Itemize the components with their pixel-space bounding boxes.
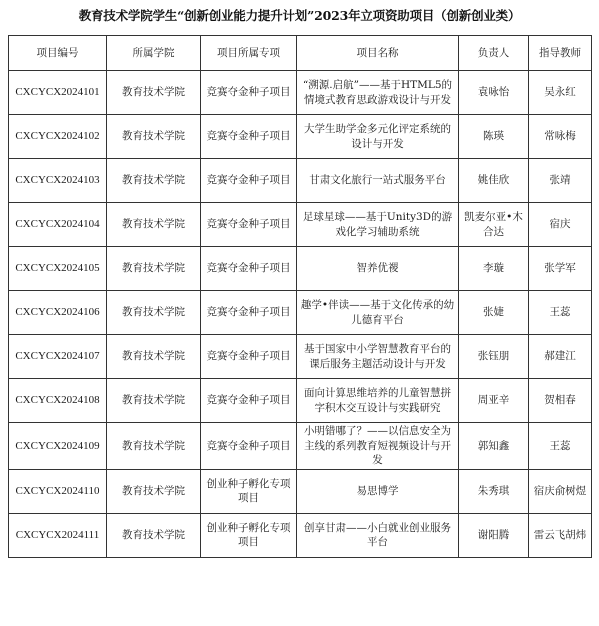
cell-category: 竞赛夺金种子项目 xyxy=(201,335,297,379)
cell-project-id: CXCYCX2024108 xyxy=(9,379,107,423)
cell-category: 竞赛夺金种子项目 xyxy=(201,115,297,159)
page-title: 教育技术学院学生“创新创业能力提升计划”2023年立项资助项目（创新创业类） xyxy=(78,8,521,23)
table-row xyxy=(9,71,592,115)
table-row xyxy=(9,469,592,513)
cell-project-id: CXCYCX2024105 xyxy=(9,247,107,291)
cell-leader: 凯麦尔亚•木合达 xyxy=(459,203,529,247)
cell-leader: 姚佳欣 xyxy=(459,159,529,203)
cell-project-id: CXCYCX2024110 xyxy=(9,469,107,513)
cell-project-id: CXCYCX2024101 xyxy=(9,71,107,115)
cell-college: 教育技术学院 xyxy=(107,423,201,470)
header-leader: 负责人 xyxy=(459,36,529,71)
cell-advisor: 雷云飞胡炜 xyxy=(529,513,592,557)
cell-project-id: CXCYCX2024111 xyxy=(9,513,107,557)
table-row xyxy=(9,159,592,203)
cell-project-name: 智养优禝 xyxy=(297,247,459,291)
cell-college: 教育技术学院 xyxy=(107,513,201,557)
cell-college: 教育技术学院 xyxy=(107,379,201,423)
cell-category: 创业种子孵化专项项目 xyxy=(201,513,297,557)
cell-advisor: 王蕊 xyxy=(529,423,592,470)
cell-project-id: CXCYCX2024106 xyxy=(9,291,107,335)
table-row xyxy=(9,115,592,159)
header-advisor: 指导教师 xyxy=(529,36,592,71)
cell-leader: 朱秀琪 xyxy=(459,469,529,513)
cell-advisor: 贺相春 xyxy=(529,379,592,423)
project-table xyxy=(8,35,592,558)
cell-advisor: 张学军 xyxy=(529,247,592,291)
header-project-id: 项目编号 xyxy=(9,36,107,71)
cell-leader: 张婕 xyxy=(459,291,529,335)
cell-leader: 郭知鑫 xyxy=(459,423,529,470)
cell-project-id: CXCYCX2024104 xyxy=(9,203,107,247)
cell-advisor: 张靖 xyxy=(529,159,592,203)
cell-project-name: 面向计算思维培养的儿童智慧拼字积木交互设计与实践研究 xyxy=(297,379,459,423)
cell-college: 教育技术学院 xyxy=(107,71,201,115)
cell-college: 教育技术学院 xyxy=(107,335,201,379)
cell-advisor: 郝建江 xyxy=(529,335,592,379)
table-row xyxy=(9,203,592,247)
header-project-name: 项目名称 xyxy=(297,36,459,71)
cell-college: 教育技术学院 xyxy=(107,247,201,291)
header-college: 所属学院 xyxy=(107,36,201,71)
cell-project-name: “溯源.启航”——基于HTML5的情境式教育思政游戏设计与开发 xyxy=(297,71,459,115)
cell-advisor: 王蕊 xyxy=(529,291,592,335)
header-category: 项目所属专项 xyxy=(201,36,297,71)
cell-project-name: 甘肃文化旅行一站式服务平台 xyxy=(297,159,459,203)
cell-leader: 李璇 xyxy=(459,247,529,291)
cell-project-id: CXCYCX2024103 xyxy=(9,159,107,203)
cell-college: 教育技术学院 xyxy=(107,469,201,513)
cell-project-id: CXCYCX2024102 xyxy=(9,115,107,159)
cell-category: 竞赛夺金种子项目 xyxy=(201,379,297,423)
cell-leader: 谢阳腾 xyxy=(459,513,529,557)
cell-project-name: 大学生助学金多元化评定系统的设计与开发 xyxy=(297,115,459,159)
cell-advisor: 吴永红 xyxy=(529,71,592,115)
cell-project-name: 足球星球——基于Unity3D的游戏化学习辅助系统 xyxy=(297,203,459,247)
cell-college: 教育技术学院 xyxy=(107,159,201,203)
table-row xyxy=(9,291,592,335)
cell-leader: 袁咏怡 xyxy=(459,71,529,115)
table-header-row xyxy=(9,36,592,71)
cell-college: 教育技术学院 xyxy=(107,291,201,335)
cell-project-id: CXCYCX2024107 xyxy=(9,335,107,379)
cell-category: 竞赛夺金种子项目 xyxy=(201,423,297,470)
table-row xyxy=(9,335,592,379)
cell-college: 教育技术学院 xyxy=(107,115,201,159)
cell-category: 竞赛夺金种子项目 xyxy=(201,247,297,291)
cell-project-name: 创享甘肃——小白就业创业服务平台 xyxy=(297,513,459,557)
cell-leader: 张钰朋 xyxy=(459,335,529,379)
table-row xyxy=(9,247,592,291)
cell-advisor: 常咏梅 xyxy=(529,115,592,159)
cell-project-name: 基于国家中小学智慧教育平台的课后服务主题活动设计与开发 xyxy=(297,335,459,379)
table-row xyxy=(9,379,592,423)
cell-advisor: 宿庆 xyxy=(529,203,592,247)
table-row xyxy=(9,513,592,557)
cell-project-name: 小明错哪了？——以信息安全为主线的系列教育短视频设计与开发 xyxy=(297,423,459,470)
cell-category: 创业种子孵化专项项目 xyxy=(201,469,297,513)
cell-project-name: 趣学•伴读——基于文化传承的幼儿德育平台 xyxy=(297,291,459,335)
cell-leader: 陈瑛 xyxy=(459,115,529,159)
cell-category: 竞赛夺金种子项目 xyxy=(201,71,297,115)
cell-category: 竞赛夺金种子项目 xyxy=(201,203,297,247)
cell-advisor: 宿庆俞树煜 xyxy=(529,469,592,513)
cell-category: 竞赛夺金种子项目 xyxy=(201,159,297,203)
cell-project-id: CXCYCX2024109 xyxy=(9,423,107,470)
cell-college: 教育技术学院 xyxy=(107,203,201,247)
cell-category: 竞赛夺金种子项目 xyxy=(201,291,297,335)
cell-project-name: 易思博学 xyxy=(297,469,459,513)
cell-leader: 周亚辛 xyxy=(459,379,529,423)
table-row xyxy=(9,423,592,470)
